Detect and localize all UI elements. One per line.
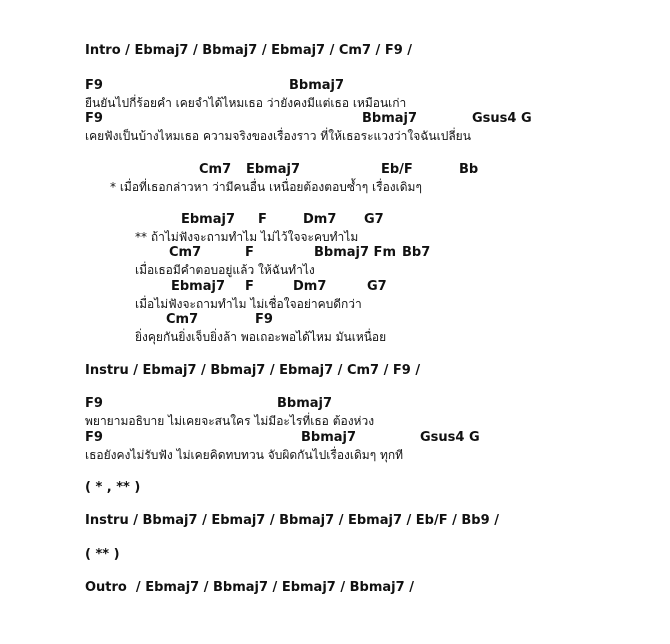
chord: Ebmaj7 bbox=[181, 212, 236, 227]
instru-line: Instru / Ebmaj7 / Bbmaj7 / Ebmaj7 / Cm7 / F9 / bbox=[85, 363, 421, 378]
outro-line: Outro / Ebmaj7 / Bbmaj7 / Ebmaj7 / Bbmaj7 / bbox=[85, 580, 414, 595]
chord: Dm7 bbox=[303, 212, 337, 227]
chord: Gsus4 G bbox=[472, 111, 532, 126]
chord: Ebmaj7 bbox=[171, 279, 226, 294]
lyric-line: เธอยังคงไม่รับฟัง ไม่เคยคิดทบทวน จับผิดกันไปเรื่องเดิมๆ ทุกที bbox=[85, 448, 404, 462]
chord: F bbox=[245, 245, 254, 260]
chord: Cm7 bbox=[169, 245, 202, 260]
chord: Cm7 bbox=[199, 162, 232, 177]
chord: Bb bbox=[459, 162, 479, 177]
lyric-line: เคยฟังเป็นบ้างไหมเธอ ความจริงของเรื่องราว ที่ให้เธอระแวงว่าใจฉันเปลี่ยน bbox=[85, 129, 471, 143]
chord: Bbmaj7 Fm bbox=[314, 245, 396, 260]
lyric-line: พยายามอธิบาย ไม่เคยจะสนใคร ไม่มีอะไรที่เธอ ต้องห่วง bbox=[85, 414, 375, 428]
chord: Bbmaj7 bbox=[362, 111, 418, 126]
chord: F bbox=[245, 279, 254, 294]
chord: Eb/F bbox=[381, 162, 413, 177]
lyric-line: * เมื่อที่เธอกล่าวหา ว่ามีคนอื่น เหนื่อยต้องตอบซ้ำๆ เรื่องเดิมๆ bbox=[110, 180, 422, 194]
chord: F9 bbox=[85, 78, 103, 93]
chord: F9 bbox=[255, 312, 273, 327]
chord: G7 bbox=[367, 279, 387, 294]
instru-line: Instru / Bbmaj7 / Ebmaj7 / Bbmaj7 / Ebmaj7 / Eb/F / Bb9 / bbox=[85, 513, 499, 528]
intro-line: Intro / Ebmaj7 / Bbmaj7 / Ebmaj7 / Cm7 / F9 / bbox=[85, 43, 413, 58]
chord: Bbmaj7 bbox=[289, 78, 345, 93]
chord: Dm7 bbox=[293, 279, 327, 294]
lyric-line: ยืนยันไปกี่ร้อยคำ เคยจำได้ไหมเธอ ว่ายังคงมีแต่เธอ เหมือนเก่า bbox=[85, 96, 407, 110]
lyric-line: ยิ่งคุยกันยิ่งเจ็บยิ่งล้า พอเถอะพอได้ไหม มันเหนื่อย bbox=[135, 330, 387, 344]
chord: Gsus4 G bbox=[420, 430, 480, 445]
chord: F9 bbox=[85, 111, 103, 126]
chord: G7 bbox=[364, 212, 384, 227]
chord: Bbmaj7 bbox=[301, 430, 357, 445]
lyric-line: เมื่อเธอมีคำตอบอยู่แล้ว ให้ฉันทำไง bbox=[135, 263, 315, 277]
chord: F9 bbox=[85, 396, 103, 411]
chord: Bb7 bbox=[402, 245, 431, 260]
repeat-marker: ( ** ) bbox=[85, 547, 120, 562]
chord: F bbox=[258, 212, 267, 227]
lyric-line: เมื่อไม่ฟังจะถามทำไม ไม่เชื่อใจอย่าคบดีกว่า bbox=[135, 297, 362, 311]
repeat-marker: ( * , ** ) bbox=[85, 480, 141, 495]
chord: Cm7 bbox=[166, 312, 199, 327]
chord: F9 bbox=[85, 430, 103, 445]
chord: Bbmaj7 bbox=[277, 396, 333, 411]
chord: Ebmaj7 bbox=[246, 162, 301, 177]
lyric-line: ** ถ้าไม่ฟังจะถามทำไม ไม่ไว้ใจจะคบทำไม bbox=[135, 230, 359, 244]
